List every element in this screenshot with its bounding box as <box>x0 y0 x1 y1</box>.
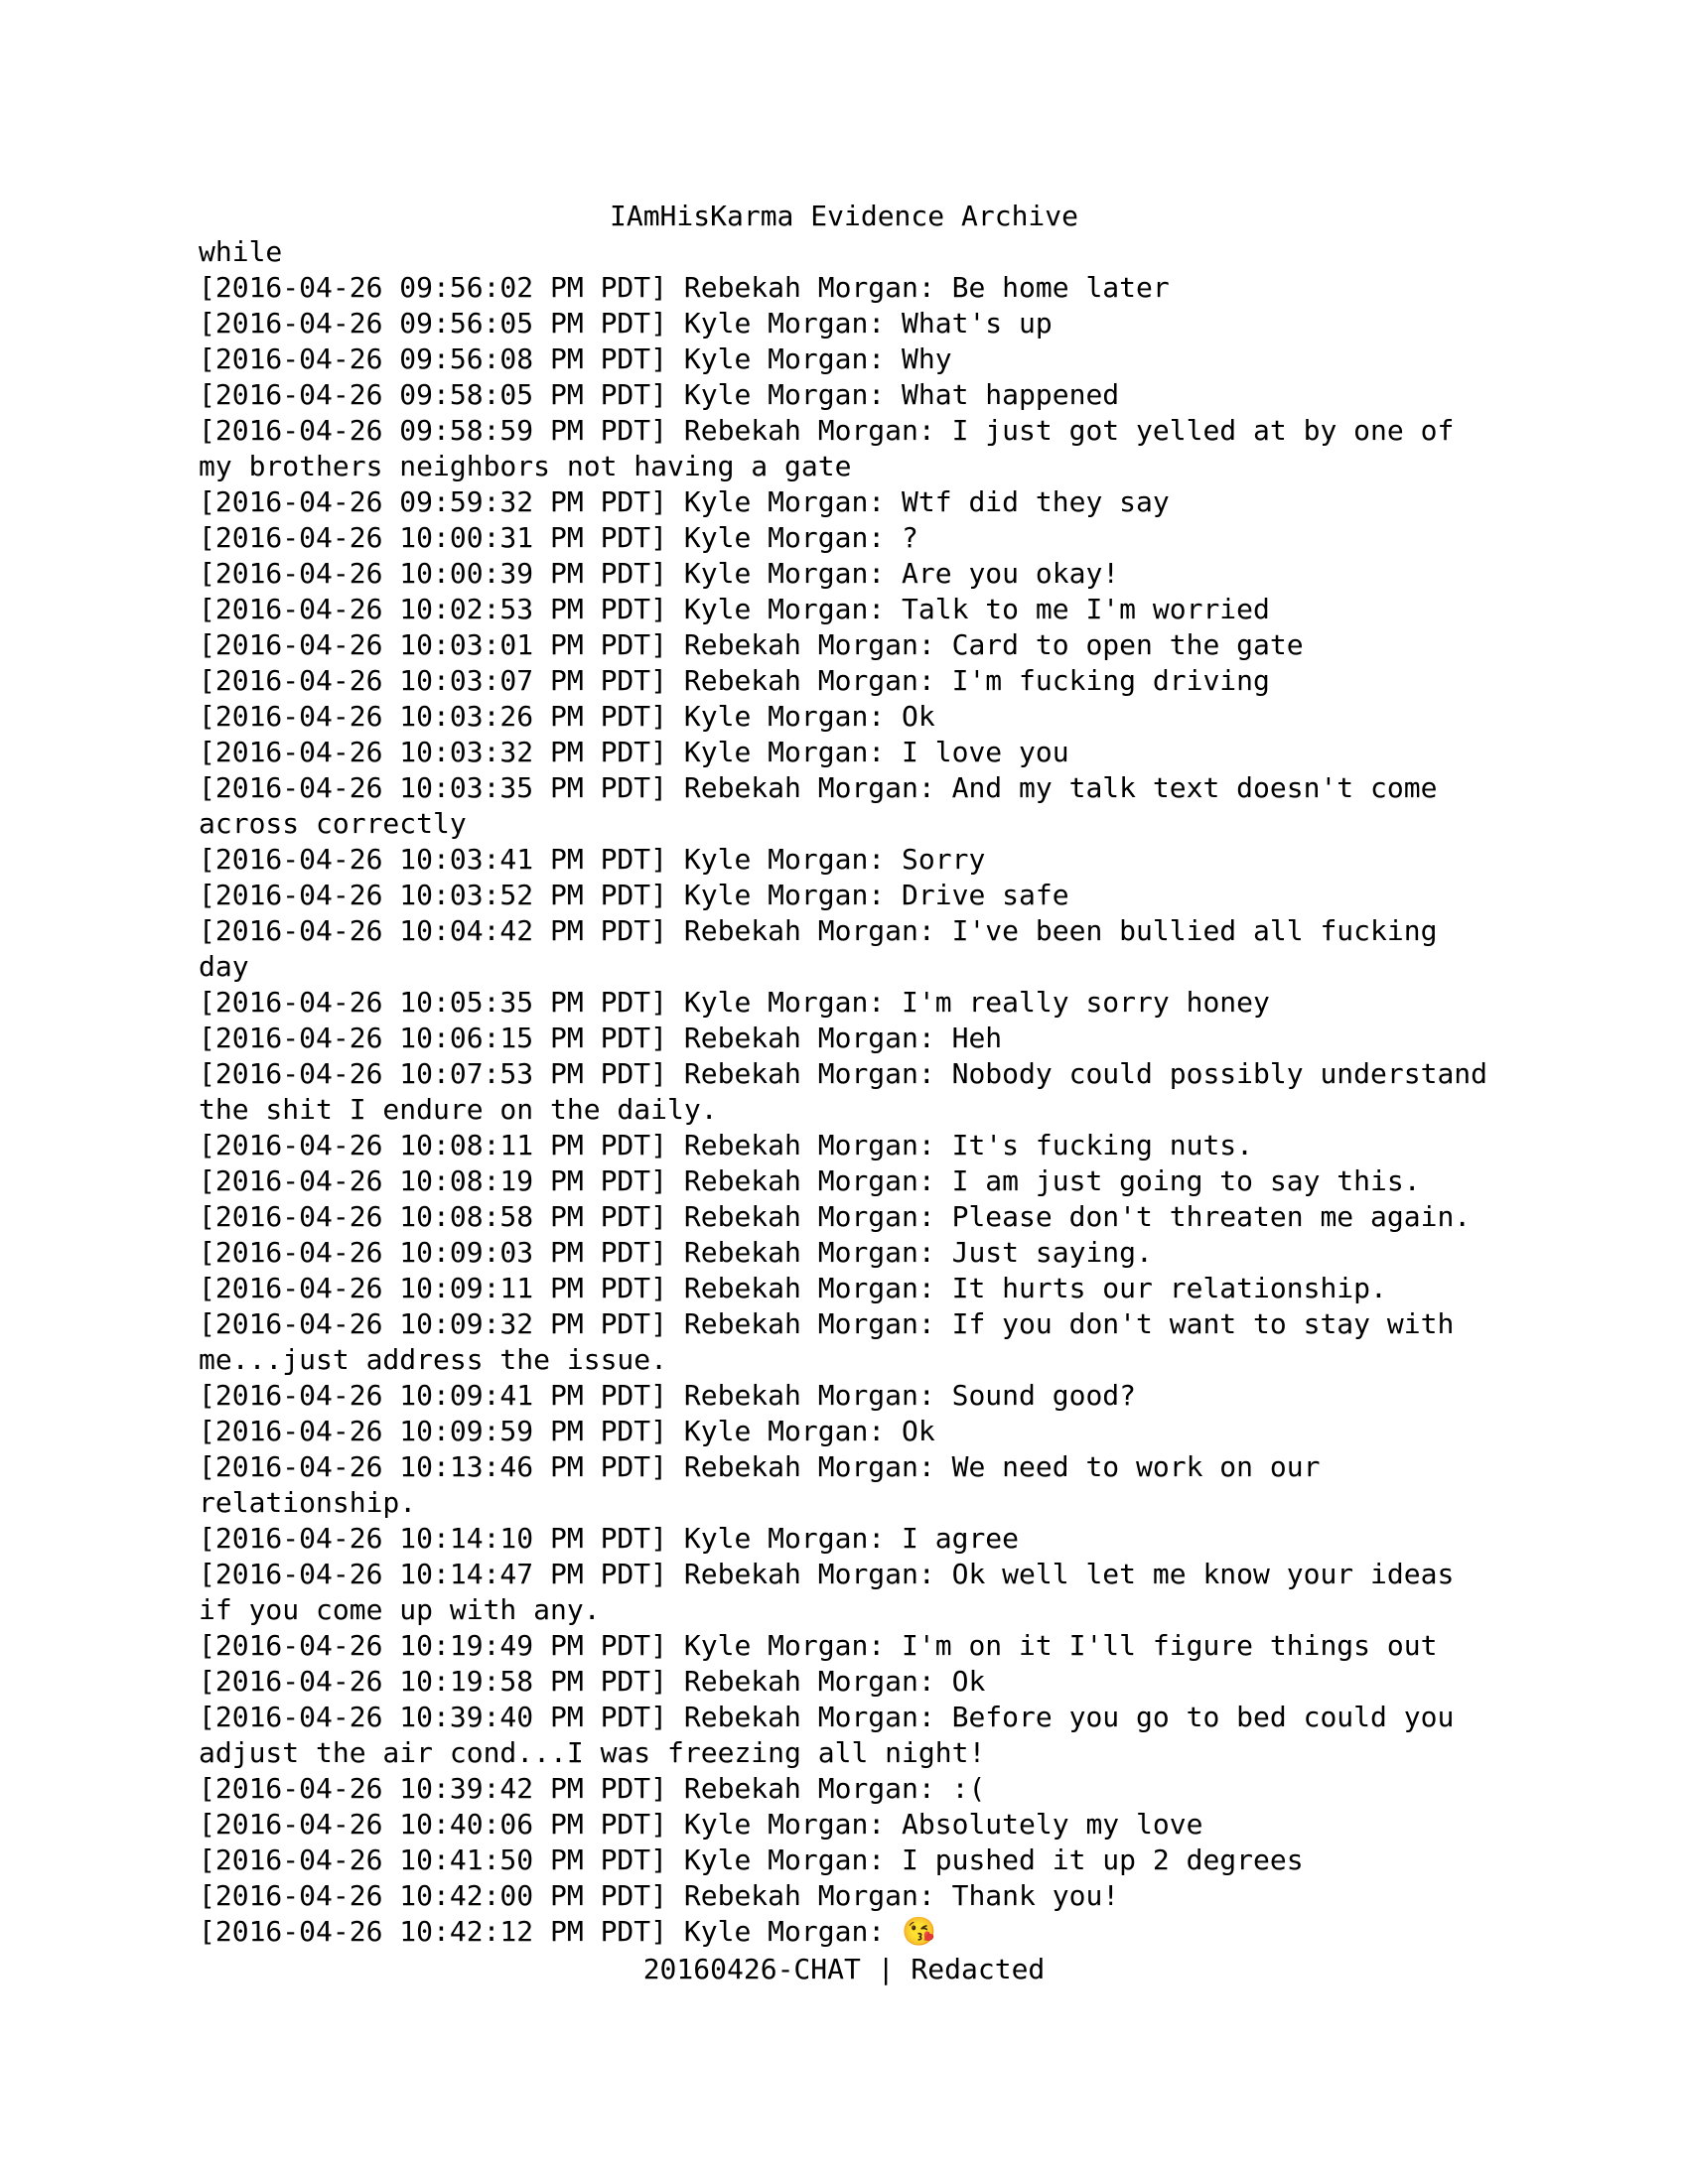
chat-line: [2016-04-26 10:08:11 PM PDT] Rebekah Morgan: It's fucking nuts. <box>199 1129 1254 1161</box>
chat-line: adjust the air cond...I was freezing all night! <box>199 1736 986 1769</box>
chat-line: [2016-04-26 10:03:35 PM PDT] Rebekah Morgan: And my talk text doesn't come <box>199 771 1438 804</box>
chat-line: the shit I endure on the daily. <box>199 1093 718 1126</box>
chat-line: [2016-04-26 10:09:11 PM PDT] Rebekah Morgan: It hurts our relationship. <box>199 1272 1387 1304</box>
chat-line: day <box>199 950 249 983</box>
chat-line: [2016-04-26 10:19:49 PM PDT] Kyle Morgan: I'm on it I'll figure things out <box>199 1629 1438 1662</box>
chat-line: [2016-04-26 10:09:41 PM PDT] Rebekah Morgan: Sound good? <box>199 1379 1137 1412</box>
chat-line: [2016-04-26 09:56:05 PM PDT] Kyle Morgan: What's up <box>199 307 1053 340</box>
page-footer: 20160426-CHAT | Redacted <box>642 1953 1046 1985</box>
chat-line: across correctly <box>199 807 467 840</box>
chat-line: [2016-04-26 10:41:50 PM PDT] Kyle Morgan: I pushed it up 2 degrees <box>199 1843 1304 1876</box>
chat-line: [2016-04-26 09:59:32 PM PDT] Kyle Morgan: Wtf did they say <box>199 485 1170 518</box>
page-header: IAmHisKarma Evidence Archive <box>609 200 1078 232</box>
chat-line: [2016-04-26 10:03:32 PM PDT] Kyle Morgan: I love you <box>199 736 1069 768</box>
chat-line: [2016-04-26 10:14:47 PM PDT] Rebekah Morgan: Ok well let me know your ideas <box>199 1558 1455 1590</box>
chat-line: my brothers neighbors not having a gate <box>199 450 852 482</box>
chat-line: [2016-04-26 10:03:41 PM PDT] Kyle Morgan: Sorry <box>199 843 986 876</box>
chat-line: [2016-04-26 10:03:26 PM PDT] Kyle Morgan: Ok <box>199 700 935 733</box>
chat-line: [2016-04-26 10:39:40 PM PDT] Rebekah Morgan: Before you go to bed could you <box>199 1701 1455 1733</box>
chat-line: [2016-04-26 10:06:15 PM PDT] Rebekah Morgan: Heh <box>199 1022 1003 1054</box>
chat-line: [2016-04-26 10:08:58 PM PDT] Rebekah Morgan: Please don't threaten me again. <box>199 1200 1472 1233</box>
chat-line: [2016-04-26 10:14:10 PM PDT] Kyle Morgan: I agree <box>199 1522 1020 1555</box>
chat-line: [2016-04-26 10:40:06 PM PDT] Kyle Morgan: Absolutely my love <box>199 1808 1203 1841</box>
chat-line: [2016-04-26 10:39:42 PM PDT] Rebekah Morgan: :( <box>199 1772 986 1805</box>
chat-line: [2016-04-26 10:00:31 PM PDT] Kyle Morgan: ? <box>199 521 918 554</box>
chat-line: [2016-04-26 10:03:07 PM PDT] Rebekah Morgan: I'm fucking driving <box>199 664 1270 697</box>
chat-line: [2016-04-26 10:09:03 PM PDT] Rebekah Morgan: Just saying. <box>199 1236 1153 1269</box>
chat-line: while <box>199 235 283 268</box>
chat-line: [2016-04-26 10:19:58 PM PDT] Rebekah Morgan: Ok <box>199 1665 986 1698</box>
chat-line: [2016-04-26 09:56:08 PM PDT] Kyle Morgan: Why <box>199 342 952 375</box>
chat-line: [2016-04-26 09:58:59 PM PDT] Rebekah Morgan: I just got yelled at by one of <box>199 414 1455 447</box>
chat-line: [2016-04-26 09:58:05 PM PDT] Kyle Morgan: What happened <box>199 378 1120 411</box>
chat-line: [2016-04-26 10:03:01 PM PDT] Rebekah Morgan: Card to open the gate <box>199 628 1304 661</box>
chat-line: [2016-04-26 10:04:42 PM PDT] Rebekah Morgan: I've been bullied all fucking <box>199 914 1438 947</box>
chat-line: [2016-04-26 10:07:53 PM PDT] Rebekah Morgan: Nobody could possibly understand <box>199 1057 1488 1090</box>
chat-line: if you come up with any. <box>199 1593 601 1626</box>
chat-line: [2016-04-26 10:02:53 PM PDT] Kyle Morgan: Talk to me I'm worried <box>199 593 1270 625</box>
chat-line: [2016-04-26 10:05:35 PM PDT] Kyle Morgan: I'm really sorry honey <box>199 986 1270 1019</box>
chat-line: [2016-04-26 10:42:00 PM PDT] Rebekah Morgan: Thank you! <box>199 1879 1120 1912</box>
chat-line: [2016-04-26 10:03:52 PM PDT] Kyle Morgan: Drive safe <box>199 879 1069 911</box>
chat-line: [2016-04-26 10:42:12 PM PDT] Kyle Morgan: 😘 <box>199 1915 936 1948</box>
chat-line: [2016-04-26 10:00:39 PM PDT] Kyle Morgan: Are you okay! <box>199 557 1120 590</box>
chat-line: [2016-04-26 10:13:46 PM PDT] Rebekah Morgan: We need to work on our <box>199 1450 1321 1483</box>
chat-log <box>199 234 1509 1950</box>
chat-line: [2016-04-26 10:08:19 PM PDT] Rebekah Morgan: I am just going to say this. <box>199 1164 1421 1197</box>
chat-line: [2016-04-26 10:09:59 PM PDT] Kyle Morgan: Ok <box>199 1415 935 1447</box>
chat-line: [2016-04-26 10:09:32 PM PDT] Rebekah Morgan: If you don't want to stay with <box>199 1307 1455 1340</box>
chat-line: me...just address the issue. <box>199 1343 668 1376</box>
chat-line: relationship. <box>199 1486 417 1519</box>
chat-line: [2016-04-26 09:56:02 PM PDT] Rebekah Morgan: Be home later <box>199 271 1170 304</box>
